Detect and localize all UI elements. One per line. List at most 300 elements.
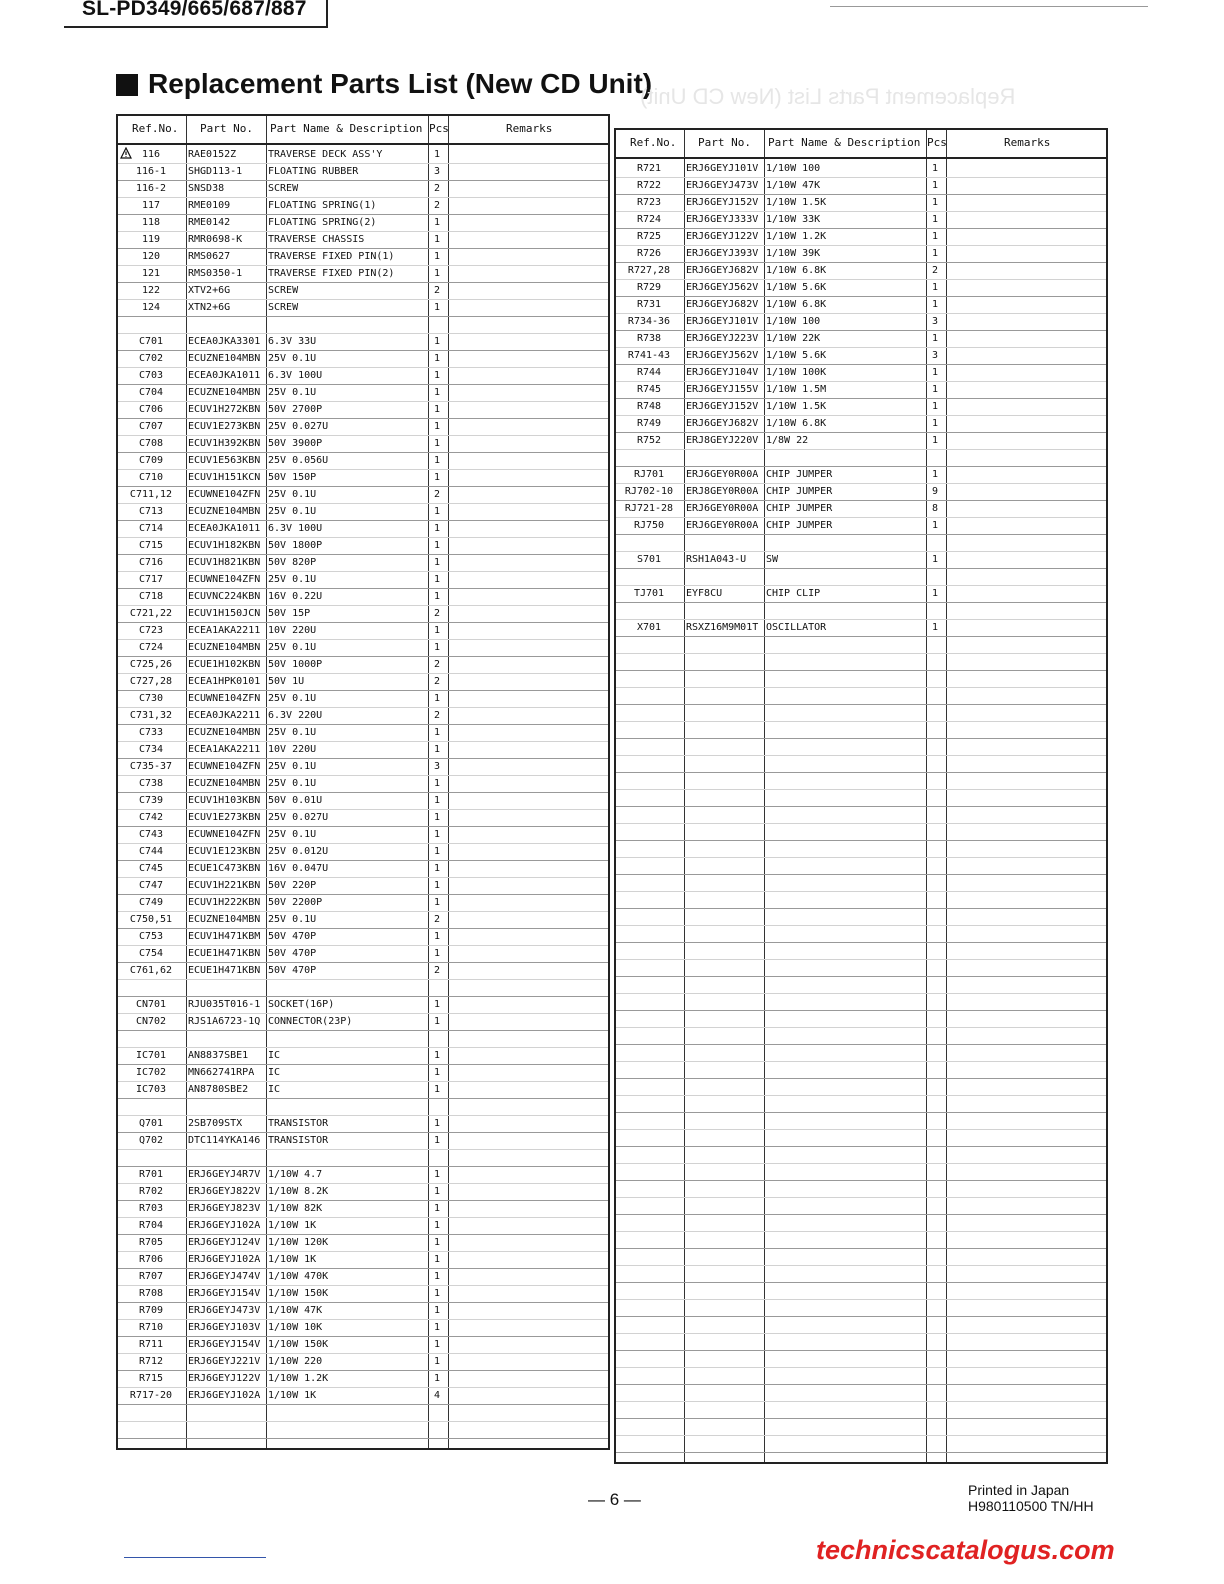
pcs-count: 2 [433,676,441,687]
part-description: 25V 0.1U [268,506,317,517]
pcs-count: 1 [931,622,939,633]
ref-no: CN701 [135,999,167,1010]
pcs-count: 2 [433,200,441,211]
pcs-count: 1 [433,693,441,704]
pcs-count: 3 [931,350,939,361]
table-row [118,163,608,181]
part-description: CHIP CLIP [766,588,821,599]
part-no: ECUV1E273KBN [188,421,261,432]
table-row [616,1044,1106,1062]
ref-no: RJ721-28 [624,503,674,514]
part-description: 25V 0.1U [268,761,317,772]
pcs-count: 1 [931,469,939,480]
doc-code: H980110500 TN/HH [968,1498,1094,1514]
part-description: TRANSISTOR [268,1135,329,1146]
table-row [616,1333,1106,1351]
part-no: ERJ8GEY0R00A [686,486,759,497]
table-row [616,1095,1106,1113]
table-row [616,925,1106,943]
pcs-count: 1 [433,1305,441,1316]
part-no: ERJ6GEYJ124V [188,1237,261,1248]
pcs-count: 2 [433,489,441,500]
pcs-count: 1 [433,846,441,857]
table-row [118,690,608,708]
pcs-count: 1 [433,234,441,245]
table-row [118,350,608,368]
pcs-count: 1 [931,248,939,259]
ref-no: C707 [138,421,164,432]
part-no: ECUZNE104MBN [188,778,261,789]
table-row [616,721,1106,739]
pcs-count: 1 [433,1118,441,1129]
pcs-count: 1 [433,1203,441,1214]
part-description: 1/10W 33K [766,214,821,225]
table-row [118,962,608,980]
pcs-count: 1 [433,1356,441,1367]
table-row [616,347,1106,365]
part-no: ERJ6GEYJ102A [188,1254,261,1265]
part-description: 1/10W 10K [268,1322,323,1333]
ref-no: 116 [141,149,161,160]
pcs-count: 1 [433,149,441,160]
ref-no: C745 [138,863,164,874]
table-row [118,1404,608,1422]
pcs-count: 2 [931,265,939,276]
ref-no: IC703 [135,1084,167,1095]
part-description: SOCKET(16P) [268,999,335,1010]
part-no: ERJ6GEYJ822V [188,1186,261,1197]
part-description: 6.3V 33U [268,336,317,347]
table-row [616,1129,1106,1147]
pcs-count: 2 [433,608,441,619]
ref-no: 121 [141,268,161,279]
part-description: 1/10W 100 [766,163,821,174]
table-row [118,384,608,402]
ref-no: C717 [138,574,164,585]
table-row [118,1251,608,1269]
ref-no: R741-43 [627,350,671,361]
table-row [616,1350,1106,1368]
ref-no: C708 [138,438,164,449]
part-description: 1/10W 4.7 [268,1169,323,1180]
model-number: SL-PD349/665/687/887 [82,0,307,20]
table-row [118,316,608,334]
ref-no: 116-2 [135,183,167,194]
table-row [616,160,1106,178]
table-row [616,1197,1106,1215]
table-row [616,687,1106,705]
ref-no: R704 [138,1220,164,1231]
part-no: ERJ6GEYJ473V [686,180,759,191]
table-row [616,653,1106,671]
part-description: 1/10W 470K [268,1271,329,1282]
table-row [616,942,1106,960]
part-description: CHIP JUMPER [766,469,833,480]
table-row [118,775,608,793]
part-description: IC [268,1084,281,1095]
table-row [118,622,608,640]
part-description: 25V 0.1U [268,829,317,840]
ref-no: 122 [141,285,161,296]
table-row [118,1132,608,1150]
pcs-count: 1 [433,829,441,840]
table-row [616,1316,1106,1334]
part-description: 1/10W 1.5M [766,384,827,395]
pcs-count: 1 [931,197,939,208]
ref-no: S701 [636,554,662,565]
pcs-count: 2 [433,914,441,925]
ref-no: R734-36 [627,316,671,327]
table-row [616,177,1106,195]
part-description: 1/10W 150K [268,1339,329,1350]
ref-no: R705 [138,1237,164,1248]
table-row [616,840,1106,858]
ref-no: 118 [141,217,161,228]
part-description: 25V 0.012U [268,846,329,857]
ref-no: 124 [141,302,161,313]
part-description: 1/10W 6.8K [766,299,827,310]
table-row [616,364,1106,382]
table-row [118,401,608,419]
pcs-count: 1 [433,251,441,262]
part-description: 25V 0.056U [268,455,329,466]
header-part-no: Part No. [698,136,751,149]
part-description: 25V 0.1U [268,914,317,925]
pcs-count: 1 [433,438,441,449]
ref-no: C714 [138,523,164,534]
table-row [118,707,608,725]
part-no: ECUZNE104MBN [188,642,261,653]
part-description: 1/10W 1.5K [766,401,827,412]
part-description: 25V 0.1U [268,642,317,653]
table-row [616,466,1106,484]
header-remarks: Remarks [506,122,553,135]
parts-table-left [116,114,610,1450]
part-no: ECEA1AKA2211 [188,744,261,755]
part-no: DTC114YKA146 [188,1135,261,1146]
part-no: ECUWNE104ZFN [188,574,261,585]
ref-no: Q701 [138,1118,164,1129]
table-row [616,908,1106,926]
table-row [616,670,1106,688]
table-row [118,639,608,657]
part-no: ECUV1H471KBM [188,931,261,942]
ref-no: R722 [636,180,662,191]
pcs-count: 1 [433,353,441,364]
table-row [616,1299,1106,1317]
ref-no: C715 [138,540,164,551]
table-row [616,1078,1106,1096]
table-row [118,554,608,572]
table-row [118,1302,608,1320]
table-row [118,1183,608,1201]
table-row [616,228,1106,246]
ref-no: C739 [138,795,164,806]
table-row [118,1370,608,1388]
part-no: ECUZNE104MBN [188,727,261,738]
part-no: RME0109 [188,200,231,211]
table-row [616,636,1106,654]
part-description: TRAVERSE DECK ASS'Y [268,149,383,160]
pcs-count: 3 [433,761,441,772]
pcs-count: 1 [433,1237,441,1248]
ref-no: R708 [138,1288,164,1299]
pcs-count: 1 [931,333,939,344]
part-no: ECUV1H821KBN [188,557,261,568]
part-description: CONNECTOR(23P) [268,1016,353,1027]
table-row [118,1098,608,1116]
pcs-count: 1 [931,180,939,191]
pcs-count: 1 [433,727,441,738]
table-row [118,758,608,776]
table-row [616,1231,1106,1249]
part-no: ECUZNE104MBN [188,914,261,925]
part-description: 6.3V 100U [268,523,323,534]
ref-no: C733 [138,727,164,738]
table-row [616,517,1106,535]
ref-no: C731,32 [129,710,173,721]
ref-no: R715 [138,1373,164,1384]
table-row [616,211,1106,229]
pcs-count: 2 [433,710,441,721]
part-no: ERJ6GEYJ562V [686,350,759,361]
table-row [118,826,608,844]
pcs-count: 1 [931,520,939,531]
table-row [616,1435,1106,1453]
table-row [616,449,1106,467]
part-description: 6.3V 100U [268,370,323,381]
table-row [118,1081,608,1099]
part-description: 50V 0.01U [268,795,323,806]
part-no: ERJ6GEYJ221V [188,1356,261,1367]
page-number: — 6 — [588,1490,641,1509]
table-row [118,588,608,606]
part-no: ECUV1H272KBN [188,404,261,415]
table-row [616,823,1106,841]
table-row [118,1149,608,1167]
part-no: ECUE1H102KBN [188,659,261,670]
table-row [616,1248,1106,1266]
ref-no: 116-1 [135,166,167,177]
table-row [616,1112,1106,1130]
table-row [118,860,608,878]
ref-no: C747 [138,880,164,891]
part-no: ECUZNE104MBN [188,506,261,517]
part-no: ECUE1C473KBN [188,863,261,874]
part-no: MN662741RPA [188,1067,255,1078]
pcs-count: 1 [433,370,441,381]
part-no: ECUE1H471KBN [188,948,261,959]
table-row [118,265,608,283]
part-description: 25V 0.1U [268,693,317,704]
ref-no: C750,51 [129,914,173,925]
part-no: ERJ6GEYJ4R7V [188,1169,261,1180]
part-no: ERJ6GEYJ154V [188,1339,261,1350]
part-description: IC [268,1067,281,1078]
pcs-count: 1 [433,591,441,602]
part-no: ECUV1H222KBN [188,897,261,908]
pcs-count: 9 [931,486,939,497]
part-no: ECUV1H103KBN [188,795,261,806]
ref-no: TJ701 [633,588,665,599]
ref-no: C706 [138,404,164,415]
table-row [118,214,608,232]
table-row [616,415,1106,433]
part-no: ERJ6GEYJ152V [686,197,759,208]
part-description: 50V 1000P [268,659,323,670]
ref-no: RJ750 [633,520,665,531]
part-description: TRAVERSE CHASSIS [268,234,365,245]
part-description: TRAVERSE FIXED PIN(2) [268,268,395,279]
table-row [616,704,1106,722]
table-row [118,1353,608,1371]
part-no: ERJ6GEY0R00A [686,469,759,480]
table-row [118,792,608,810]
part-no: ECUV1E563KBN [188,455,261,466]
ref-no: C761,62 [129,965,173,976]
part-description: 1/10W 22K [766,333,821,344]
table-row [616,313,1106,331]
part-description: TRANSISTOR [268,1118,329,1129]
part-no: 2SB709STX [188,1118,243,1129]
part-description: 50V 470P [268,965,317,976]
ref-no: 119 [141,234,161,245]
ref-no: R752 [636,435,662,446]
pcs-count: 1 [433,1254,441,1265]
ref-no: R701 [138,1169,164,1180]
part-no: ECUV1H182KBN [188,540,261,551]
table-row [118,248,608,266]
table-row [118,520,608,538]
part-description: FLOATING SPRING(1) [268,200,377,211]
pcs-count: 1 [433,557,441,568]
ref-no: C738 [138,778,164,789]
part-no: ECUWNE104ZFN [188,489,261,500]
table-row [616,1146,1106,1164]
table-row [616,551,1106,569]
part-no: EYF8CU [686,588,723,599]
part-no: ERJ6GEYJ102A [188,1390,261,1401]
model-tab [64,0,328,28]
part-description: 25V 0.1U [268,489,317,500]
part-no: ERJ6GEYJ474V [188,1271,261,1282]
part-no: ECUWNE104ZFN [188,829,261,840]
watermark-link[interactable]: technicscatalogus.com [816,1535,1115,1565]
pcs-count: 1 [931,214,939,225]
table-row [616,1418,1106,1436]
ref-no: R702 [138,1186,164,1197]
ref-no: C753 [138,931,164,942]
table-row [616,432,1106,450]
table-row [118,418,608,436]
pcs-count: 1 [433,217,441,228]
pcs-count: 1 [433,880,441,891]
pcs-count: 4 [433,1390,441,1401]
pcs-count: 1 [433,472,441,483]
part-no: AN8837SBE1 [188,1050,249,1061]
table-row [118,809,608,827]
ref-no: R727,28 [627,265,671,276]
table-row [616,330,1106,348]
part-description: IC [268,1050,281,1061]
part-no: ERJ6GEYJ122V [188,1373,261,1384]
part-no: ECEA0JKA3301 [188,336,261,347]
table-row [118,1013,608,1031]
pcs-count: 1 [433,999,441,1010]
part-description: 25V 0.027U [268,421,329,432]
part-no: RMR0698-K [188,234,243,245]
part-no: ECUWNE104ZFN [188,693,261,704]
table-row [118,911,608,929]
part-description: 1/10W 1.5K [766,197,827,208]
part-no: ERJ6GEYJ562V [686,282,759,293]
table-row [118,452,608,470]
ref-no: C725,26 [129,659,173,670]
part-no: ERJ6GEYJ223V [686,333,759,344]
ref-no: 117 [141,200,161,211]
table-row [616,602,1106,620]
pcs-count: 1 [931,401,939,412]
part-no: ECUE1H471KBN [188,965,261,976]
part-description: 10V 220U [268,625,317,636]
header-remarks: Remarks [1004,136,1051,149]
pcs-count: 1 [433,795,441,806]
part-no: XTV2+6G [188,285,231,296]
pcs-count: 1 [433,863,441,874]
part-description: 50V 150P [268,472,317,483]
table-row [118,333,608,351]
table-row [118,1217,608,1235]
pcs-count: 1 [433,1322,441,1333]
table-row [118,1336,608,1354]
printed-in: Printed in Japan [968,1482,1070,1498]
table-row [616,381,1106,399]
part-description: 25V 0.1U [268,727,317,738]
pcs-count: 1 [433,1135,441,1146]
part-description: 1/10W 1.2K [766,231,827,242]
pcs-count: 2 [433,285,441,296]
ref-no: R710 [138,1322,164,1333]
part-no: ERJ6GEYJ333V [686,214,759,225]
parts-table-right [614,128,1108,1464]
table-row [616,585,1106,603]
top-rule [830,6,1148,7]
part-description: FLOATING RUBBER [268,166,359,177]
part-no: ECUV1E273KBN [188,812,261,823]
table-row [118,469,608,487]
ref-no: RJ702-10 [624,486,674,497]
part-no: ECEA1AKA2211 [188,625,261,636]
ref-no: R731 [636,299,662,310]
pcs-count: 1 [931,299,939,310]
table-row [118,673,608,691]
table-row [616,738,1106,756]
ref-no: C744 [138,846,164,857]
pcs-count: 1 [433,574,441,585]
pcs-count: 1 [433,1186,441,1197]
table-row [118,996,608,1014]
pcs-count: 1 [931,435,939,446]
part-description: 1/10W 220 [268,1356,323,1367]
part-description: 1/10W 8.2K [268,1186,329,1197]
part-no: ECEA0JKA2211 [188,710,261,721]
table-row [616,993,1106,1011]
part-description: 1/8W 22 [766,435,809,446]
part-no: ERJ6GEYJ101V [686,316,759,327]
part-description: SCREW [268,285,299,296]
table-row [616,296,1106,314]
header-description: Part Name & Description [768,136,921,149]
